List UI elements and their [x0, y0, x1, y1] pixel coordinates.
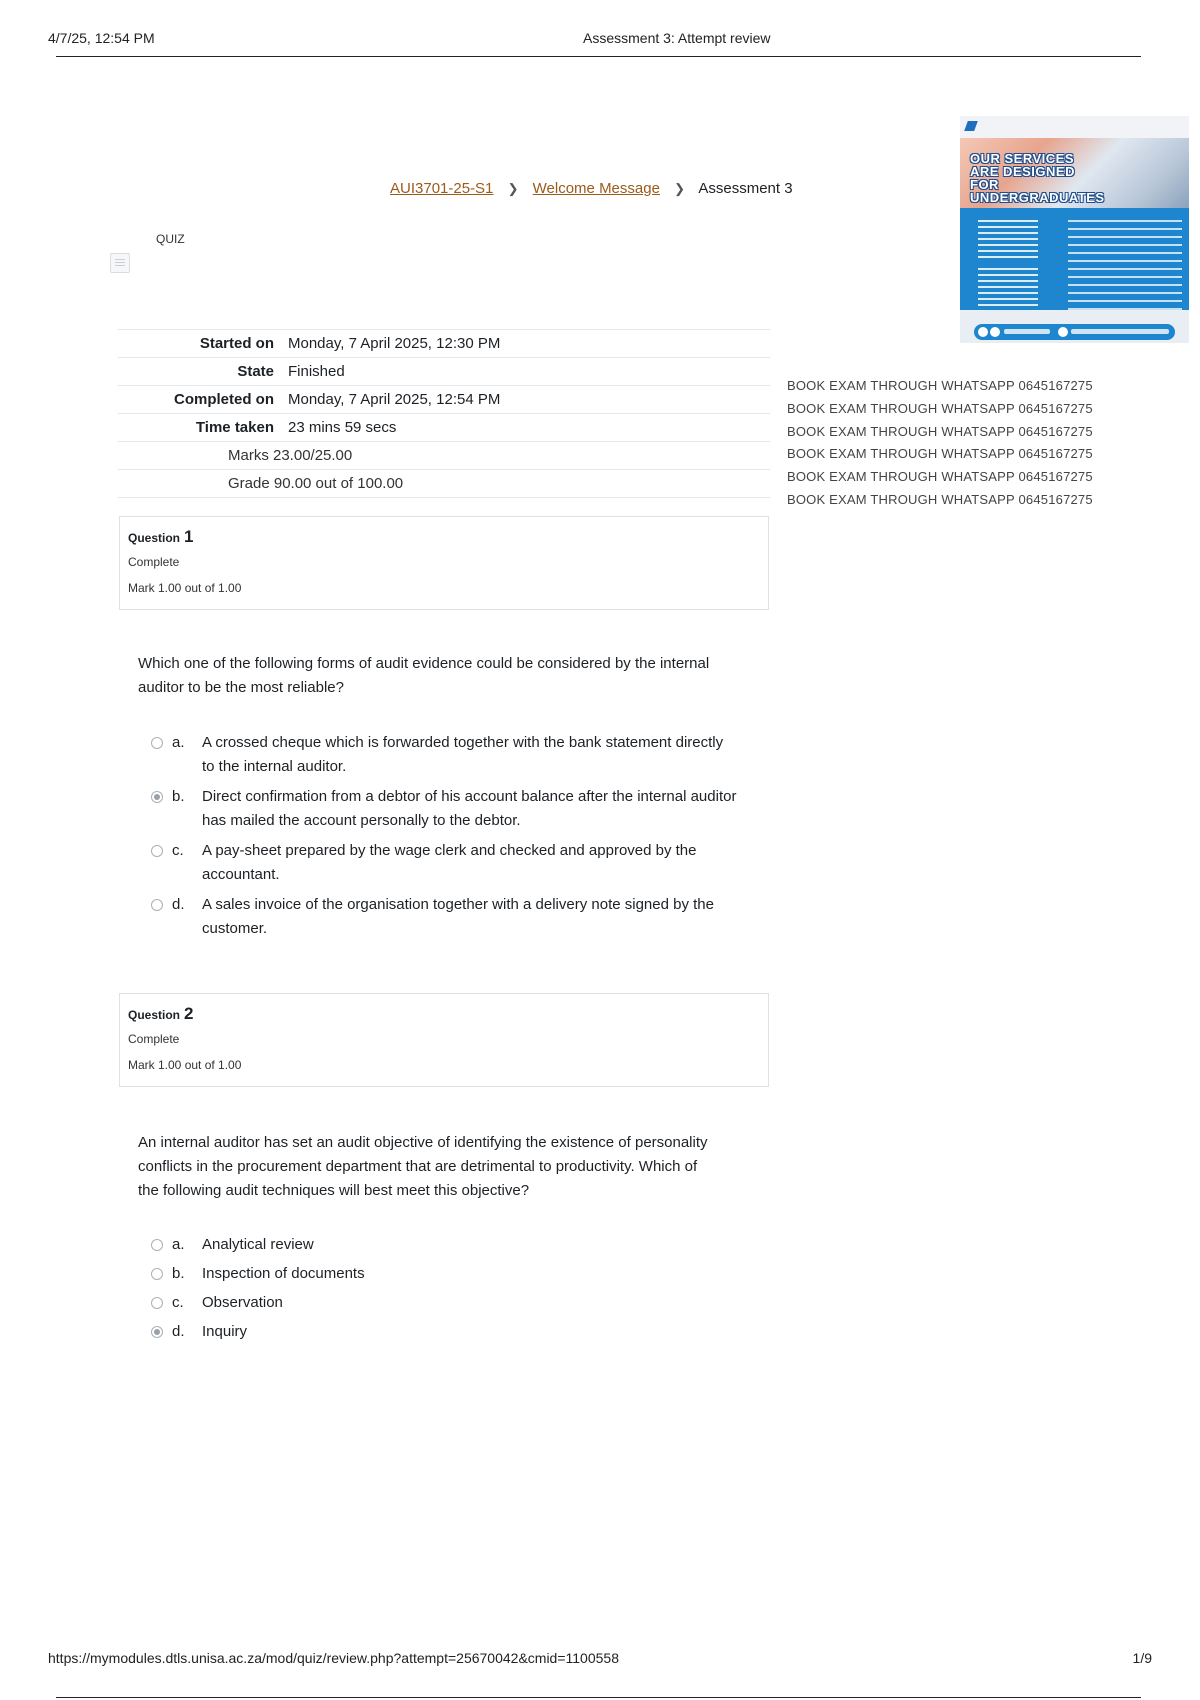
- academy-logo-icon: [964, 121, 978, 131]
- footer-rule: [56, 1697, 1141, 1698]
- sidebar-notice: BOOK EXAM THROUGH WHATSAPP 0645167275: [787, 378, 1093, 393]
- sidebar-notice: BOOK EXAM THROUGH WHATSAPP 0645167275: [787, 491, 1093, 507]
- answer-option-d[interactable]: [148, 1320, 738, 1344]
- question-number: [128, 1004, 760, 1028]
- question-text: Which one of the following forms of audit evidence could be considered by the internal auditor to be the most reliable?: [138, 655, 710, 696]
- radio-button[interactable]: [151, 737, 163, 749]
- sidebar-notice: BOOK EXAM THROUGH WHATSAPP 0645167275: [787, 423, 1093, 439]
- ad-services-list: [978, 220, 1038, 258]
- radio-button[interactable]: [151, 1239, 163, 1251]
- answer-text: Inquiry: [202, 1323, 248, 1340]
- question-state: Complete: [128, 555, 180, 569]
- sidebar-notice: BOOK EXAM THROUGH WHATSAPP 0645167275: [787, 469, 1093, 485]
- question-info-2: [119, 993, 769, 1087]
- question-info-1: [119, 516, 769, 610]
- radio-button-selected[interactable]: [151, 791, 163, 803]
- breadcrumb-current: Assessment 3: [698, 180, 793, 197]
- activity-type-label: QUIZ: [156, 232, 185, 246]
- radio-button[interactable]: [151, 1297, 163, 1309]
- sidebar-notices: [787, 375, 1093, 512]
- phone-icon: [990, 327, 1000, 337]
- print-url: https://mymodules.dtls.unisa.ac.za/mod/quiz/review.php?attempt=25670042&cmid=1100558: [48, 1650, 619, 1666]
- answer-letter: d.: [172, 1323, 185, 1340]
- answer-option-d[interactable]: [148, 893, 738, 941]
- answer-letter: b.: [172, 1265, 185, 1282]
- print-header: [48, 30, 1152, 56]
- summary-grade: Grade 90.00 out of 100.00: [118, 470, 770, 498]
- summary-value: Monday, 7 April 2025, 12:30 PM: [288, 330, 770, 358]
- summary-label: Time taken: [118, 414, 288, 442]
- question-grade: Mark 1.00 out of 1.00: [128, 1058, 242, 1072]
- answer-option-a[interactable]: [148, 1233, 738, 1257]
- question-label: Question: [128, 1008, 181, 1022]
- chevron-right-icon: ❯: [507, 181, 519, 196]
- summary-row-started: [118, 330, 770, 358]
- radio-button[interactable]: [151, 1268, 163, 1280]
- radio-button[interactable]: [151, 899, 163, 911]
- answer-option-b[interactable]: [148, 1262, 738, 1286]
- quiz-icon: [110, 253, 130, 273]
- answer-option-a[interactable]: [148, 731, 738, 779]
- summary-value: 23 mins 59 secs: [288, 414, 770, 442]
- ad-contact-bar: [974, 324, 1175, 340]
- answer-option-c[interactable]: [148, 1291, 738, 1315]
- summary-label: Started on: [118, 330, 288, 358]
- question-state: Complete: [128, 1032, 180, 1046]
- answer-text: A sales invoice of the organisation together with a delivery note signed by the customer.: [202, 896, 714, 937]
- summary-row-grade: [118, 470, 770, 498]
- question-number-value: 1: [184, 527, 194, 546]
- summary-row-marks: [118, 442, 770, 470]
- ad-modules-column: [1068, 220, 1106, 310]
- summary-row-completed: [118, 386, 770, 414]
- answer-text: Inspection of documents: [202, 1265, 365, 1282]
- radio-button[interactable]: [151, 845, 163, 857]
- answer-text: Observation: [202, 1294, 283, 1311]
- answer-letter: c.: [172, 1294, 184, 1311]
- ad-contact-text: [1004, 329, 1050, 334]
- print-title: Assessment 3: Attempt review: [583, 30, 771, 46]
- ad-contact-text: [1071, 329, 1169, 334]
- question-number-value: 2: [184, 1004, 194, 1023]
- answer-text: Analytical review: [202, 1236, 314, 1253]
- breadcrumb-section-link[interactable]: Welcome Message: [532, 180, 660, 197]
- ad-modules-column: [1144, 220, 1182, 310]
- print-page-number: 1/9: [1132, 1650, 1152, 1666]
- summary-row-state: [118, 358, 770, 386]
- answer-text: A crossed cheque which is forwarded together with the bank statement directly to the internal auditor.: [202, 734, 724, 775]
- answer-letter: a.: [172, 1236, 185, 1253]
- radio-button-selected[interactable]: [151, 1326, 163, 1338]
- email-icon: [1058, 327, 1068, 337]
- answer-text: Direct confirmation from a debtor of his account balance after the internal auditor has mailed the account personally to the debtor.: [202, 788, 737, 829]
- question-label: Question: [128, 531, 181, 545]
- attempt-summary-table: [118, 329, 770, 498]
- summary-label: State: [118, 358, 288, 386]
- answer-option-c[interactable]: [148, 839, 738, 887]
- summary-marks: Marks 23.00/25.00: [118, 442, 770, 470]
- answer-letter: a.: [172, 734, 185, 751]
- ad-topbar: [960, 116, 1189, 139]
- chevron-right-icon: ❯: [674, 181, 686, 196]
- whatsapp-icon: [978, 327, 988, 337]
- summary-row-time-taken: [118, 414, 770, 442]
- breadcrumb-course-link[interactable]: AUI3701-25-S1: [390, 180, 494, 197]
- summary-label: Completed on: [118, 386, 288, 414]
- question-text: An internal auditor has set an audit objective of identifying the existence of personality conflicts in the procurement department that are detrimental to productivity. Which of the following audit techniques will best meet this objective?: [138, 1134, 708, 1199]
- answer-list: [148, 1233, 738, 1349]
- ad-modules-column: [1106, 220, 1144, 310]
- ad-headline: OUR SERVICES ARE DESIGNED FOR UNDERGRADUATES: [970, 151, 1105, 205]
- answer-list: [148, 731, 738, 947]
- answer-letter: b.: [172, 788, 185, 805]
- summary-value: Finished: [288, 358, 770, 386]
- print-datetime: 4/7/25, 12:54 PM: [48, 30, 155, 46]
- breadcrumb: [390, 180, 793, 197]
- sidebar-notice: BOOK EXAM THROUGH WHATSAPP 0645167275: [787, 446, 1093, 462]
- question-grade: Mark 1.00 out of 1.00: [128, 581, 242, 595]
- answer-letter: c.: [172, 842, 184, 859]
- header-rule: [56, 56, 1141, 57]
- question-number: [128, 527, 760, 551]
- sidebar-ad-banner[interactable]: [960, 116, 1189, 343]
- answer-text: A pay-sheet prepared by the wage clerk and checked and approved by the accountant.: [202, 842, 697, 883]
- sidebar-notice: BOOK EXAM THROUGH WHATSAPP 0645167275: [787, 400, 1093, 416]
- ad-cover-list: [978, 268, 1038, 306]
- summary-value: Monday, 7 April 2025, 12:54 PM: [288, 386, 770, 414]
- answer-letter: d.: [172, 896, 185, 913]
- answer-option-b[interactable]: [148, 785, 738, 833]
